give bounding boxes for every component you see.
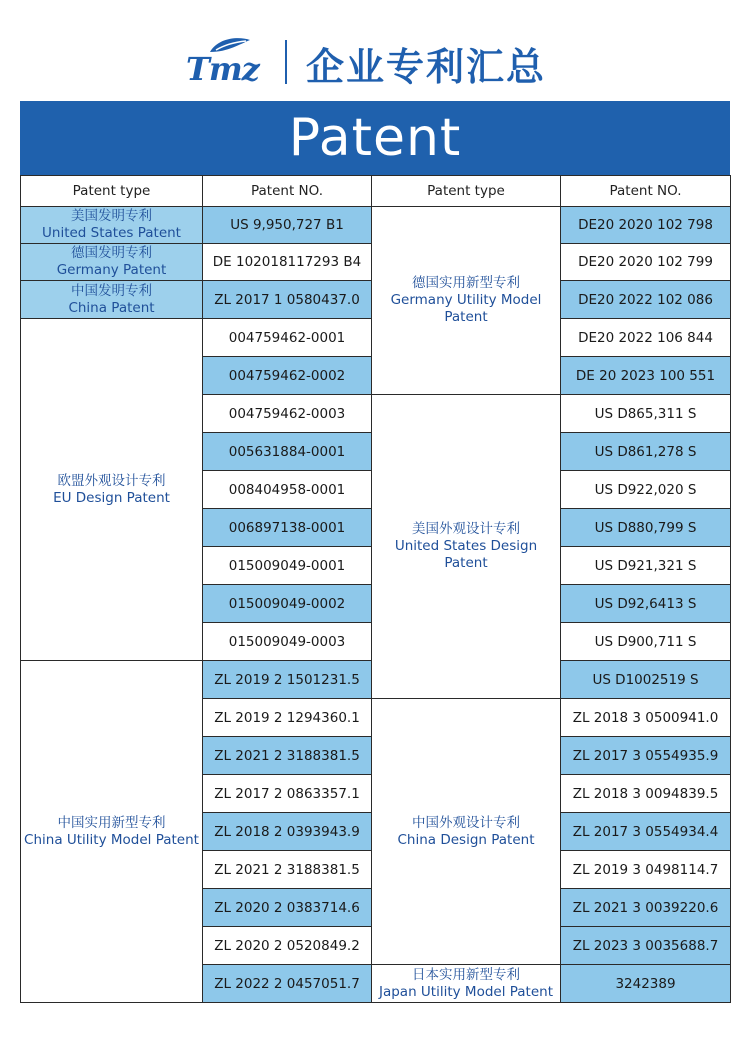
patent-number: US D1002519 S bbox=[561, 661, 731, 699]
column-header: Patent NO. bbox=[203, 176, 372, 207]
logo-text: Tmz bbox=[186, 50, 259, 88]
patent-number: US D861,278 S bbox=[561, 433, 731, 471]
patent-number: ZL 2018 3 0094839.5 bbox=[561, 775, 731, 813]
patent-type-jp-utility: 日本实用新型专利 Japan Utility Model Patent bbox=[372, 965, 561, 1003]
patent-number: ZL 2023 3 0035688.7 bbox=[561, 927, 731, 965]
table-header-row bbox=[21, 176, 731, 207]
patent-number: 015009049-0001 bbox=[203, 547, 372, 585]
patent-number: 005631884-0001 bbox=[203, 433, 372, 471]
patent-number: DE 102018117293 B4 bbox=[203, 244, 372, 281]
patent-number: ZL 2017 2 0863357.1 bbox=[203, 775, 372, 813]
patent-number: US D865,311 S bbox=[561, 395, 731, 433]
patent-number: 006897138-0001 bbox=[203, 509, 372, 547]
page-title: 企业专利汇总 bbox=[306, 45, 547, 89]
patent-number: 3242389 bbox=[561, 965, 731, 1003]
patent-type-cn-design: 中国外观设计专利 China Design Patent bbox=[372, 699, 561, 965]
patent-number: 004759462-0001 bbox=[203, 319, 372, 357]
patent-number: ZL 2021 3 0039220.6 bbox=[561, 889, 731, 927]
patent-number: DE20 2022 102 086 bbox=[561, 281, 731, 319]
patent-number: 004759462-0002 bbox=[203, 357, 372, 395]
patent-number: ZL 2018 3 0500941.0 bbox=[561, 699, 731, 737]
patent-number: 015009049-0003 bbox=[203, 623, 372, 661]
patent-type-de-utility: 德国实用新型专利 Germany Utility Model Patent bbox=[372, 207, 561, 395]
patent-type-cn-utility: 中国实用新型专利 China Utility Model Patent bbox=[21, 661, 203, 1003]
patent-number: ZL 2017 3 0554935.9 bbox=[561, 737, 731, 775]
patent-number: ZL 2020 2 0383714.6 bbox=[203, 889, 372, 927]
banner-title: Patent bbox=[288, 108, 462, 168]
patent-number: ZL 2021 2 3188381.5 bbox=[203, 737, 372, 775]
patent-number: DE20 2022 106 844 bbox=[561, 319, 731, 357]
patent-number: US D900,711 S bbox=[561, 623, 731, 661]
patent-number: ZL 2017 1 0580437.0 bbox=[203, 281, 372, 319]
patent-type-de: 德国发明专利 Germany Patent bbox=[21, 244, 203, 281]
patent-number: US D921,321 S bbox=[561, 547, 731, 585]
patent-number: 015009049-0002 bbox=[203, 585, 372, 623]
patent-number: US D922,020 S bbox=[561, 471, 731, 509]
patent-type-cn: 中国发明专利 China Patent bbox=[21, 281, 203, 319]
page-header bbox=[0, 0, 750, 100]
patent-number: ZL 2018 2 0393943.9 bbox=[203, 813, 372, 851]
patent-type-us: 美国发明专利 United States Patent bbox=[21, 207, 203, 244]
patent-number: ZL 2017 3 0554934.4 bbox=[561, 813, 731, 851]
column-header: Patent type bbox=[372, 176, 561, 207]
patent-number: 004759462-0003 bbox=[203, 395, 372, 433]
patent-number: DE 20 2023 100 551 bbox=[561, 357, 731, 395]
header-divider bbox=[285, 40, 287, 84]
patent-table bbox=[20, 175, 731, 1003]
patent-number: ZL 2019 3 0498114.7 bbox=[561, 851, 731, 889]
column-header: Patent type bbox=[21, 176, 203, 207]
patent-number: 008404958-0001 bbox=[203, 471, 372, 509]
patent-number: DE20 2020 102 798 bbox=[561, 207, 731, 244]
patent-number: DE20 2020 102 799 bbox=[561, 244, 731, 281]
patent-number: US D92,6413 S bbox=[561, 585, 731, 623]
patent-number: ZL 2022 2 0457051.7 bbox=[203, 965, 372, 1003]
column-header: Patent NO. bbox=[561, 176, 731, 207]
patent-banner bbox=[20, 101, 730, 175]
patent-number: ZL 2019 2 1294360.1 bbox=[203, 699, 372, 737]
patent-number: ZL 2019 2 1501231.5 bbox=[203, 661, 372, 699]
patent-number: US D880,799 S bbox=[561, 509, 731, 547]
company-logo bbox=[186, 36, 268, 86]
patent-type-us-design: 美国外观设计专利 United States Design Patent bbox=[372, 395, 561, 699]
patent-number: ZL 2020 2 0520849.2 bbox=[203, 927, 372, 965]
patent-number: ZL 2021 2 3188381.5 bbox=[203, 851, 372, 889]
patent-number: US 9,950,727 B1 bbox=[203, 207, 372, 244]
patent-type-eu-design: 欧盟外观设计专利 EU Design Patent bbox=[21, 319, 203, 661]
table-row bbox=[21, 207, 731, 244]
